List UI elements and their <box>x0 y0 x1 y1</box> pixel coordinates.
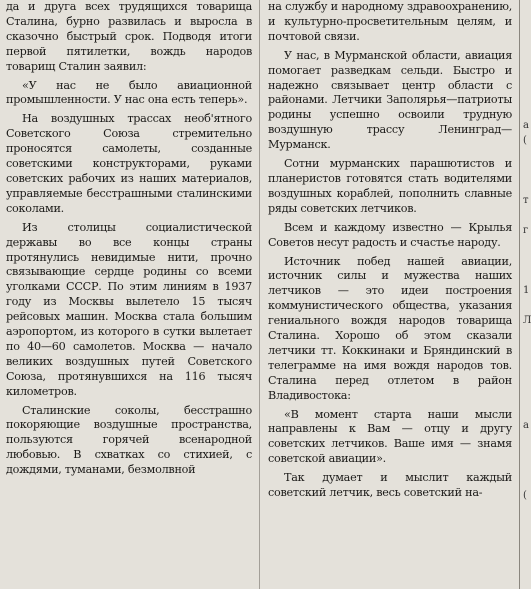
paragraph: Источник побед нашей авиации, источник силы и мужества наших летчиков — это идеи построения коммунистического общества, указания гениального вождя народов товарища Сталина. Хорошо об этом сказали летчики тт. Коккинаки и Бряндинский в телеграмме на имя вождя народов тов. Сталина перед отлетом в район Владивостока: <box>268 254 512 402</box>
edge-glyph: г <box>523 225 529 236</box>
paragraph: Всем и каждому известно — Крылья Советов несут радость и счастье народу. <box>268 220 512 249</box>
column-divider <box>259 0 260 589</box>
paragraph: «В момент старта наши мысли направлены к Вам — отцу и другу советских летчиков. Ваше имя — знамя советской авиации». <box>268 407 512 466</box>
paragraph: да и друга всех трудящихся товарища Сталина, бурно развилась и выросла в сказочно быстрый срок. Подводя итоги первой пятилетки, вождь народов товарищ Сталин заявил: <box>6 0 252 73</box>
adjacent-column-edge <box>519 0 531 589</box>
edge-glyph: Л <box>523 315 531 326</box>
edge-glyph: а <box>523 120 529 131</box>
right-column <box>268 0 512 505</box>
edge-glyph: ( <box>523 135 527 146</box>
paragraph: Сталинские соколы, бесстрашно покоряющие воздушные пространства, пользуются горячей всенародной любовью. В схватках со стихией, с дождями, туманами, безмолвной <box>6 403 252 477</box>
edge-glyph: ( <box>523 490 527 501</box>
paragraph: на службу и народному здравоохранению, и культурно-просветительным целям, и почтовой связи. <box>268 0 512 43</box>
paragraph: У нас, в Мурманской области, авиация помогает разведкам сельди. Быстро и надежно связывает центр области с районами. Летчики Заполярья—патриоты родины успешно освоили трудную воздушную трассу Ленинград—Мурманск. <box>268 48 512 152</box>
edge-glyph: а <box>523 420 529 431</box>
left-column <box>6 0 252 482</box>
paragraph: Так думает и мыслит каждый советский летчик, весь советский на- <box>268 471 512 500</box>
edge-glyph: т <box>523 195 529 206</box>
paragraph: На воздушных трассах необ'ятного Советского Союза стремительно проносятся самолеты, созданные советскими конструкторами, руками советских рабочих из наших материалов, управляемые бесстрашными сталинскими соколами. <box>6 112 252 215</box>
paragraph: Сотни мурманских парашютистов и планеристов готовятся стать водителями воздушных кораблей, пополнить славные ряды советских летчиков. <box>268 157 512 215</box>
paragraph: Из столицы социалистической державы во все концы страны протянулись невидимые нити, прочно связывающие сердце родины со всеми уголками СССР. По этим линиям в 1937 году из Москвы вылетело 15 тысяч рейсовых машин. Москва стала большим аэропортом, из которого в сутки вылетает по 40—60 самолетов. Москва — начало великих воздушных путей Советского Союза, протянувшихся на 116 тысяч километров. <box>6 220 252 398</box>
edge-glyph: 1 <box>523 285 530 296</box>
paragraph: «У нас не было авиационной промышленности. У нас она есть теперь». <box>6 78 252 107</box>
